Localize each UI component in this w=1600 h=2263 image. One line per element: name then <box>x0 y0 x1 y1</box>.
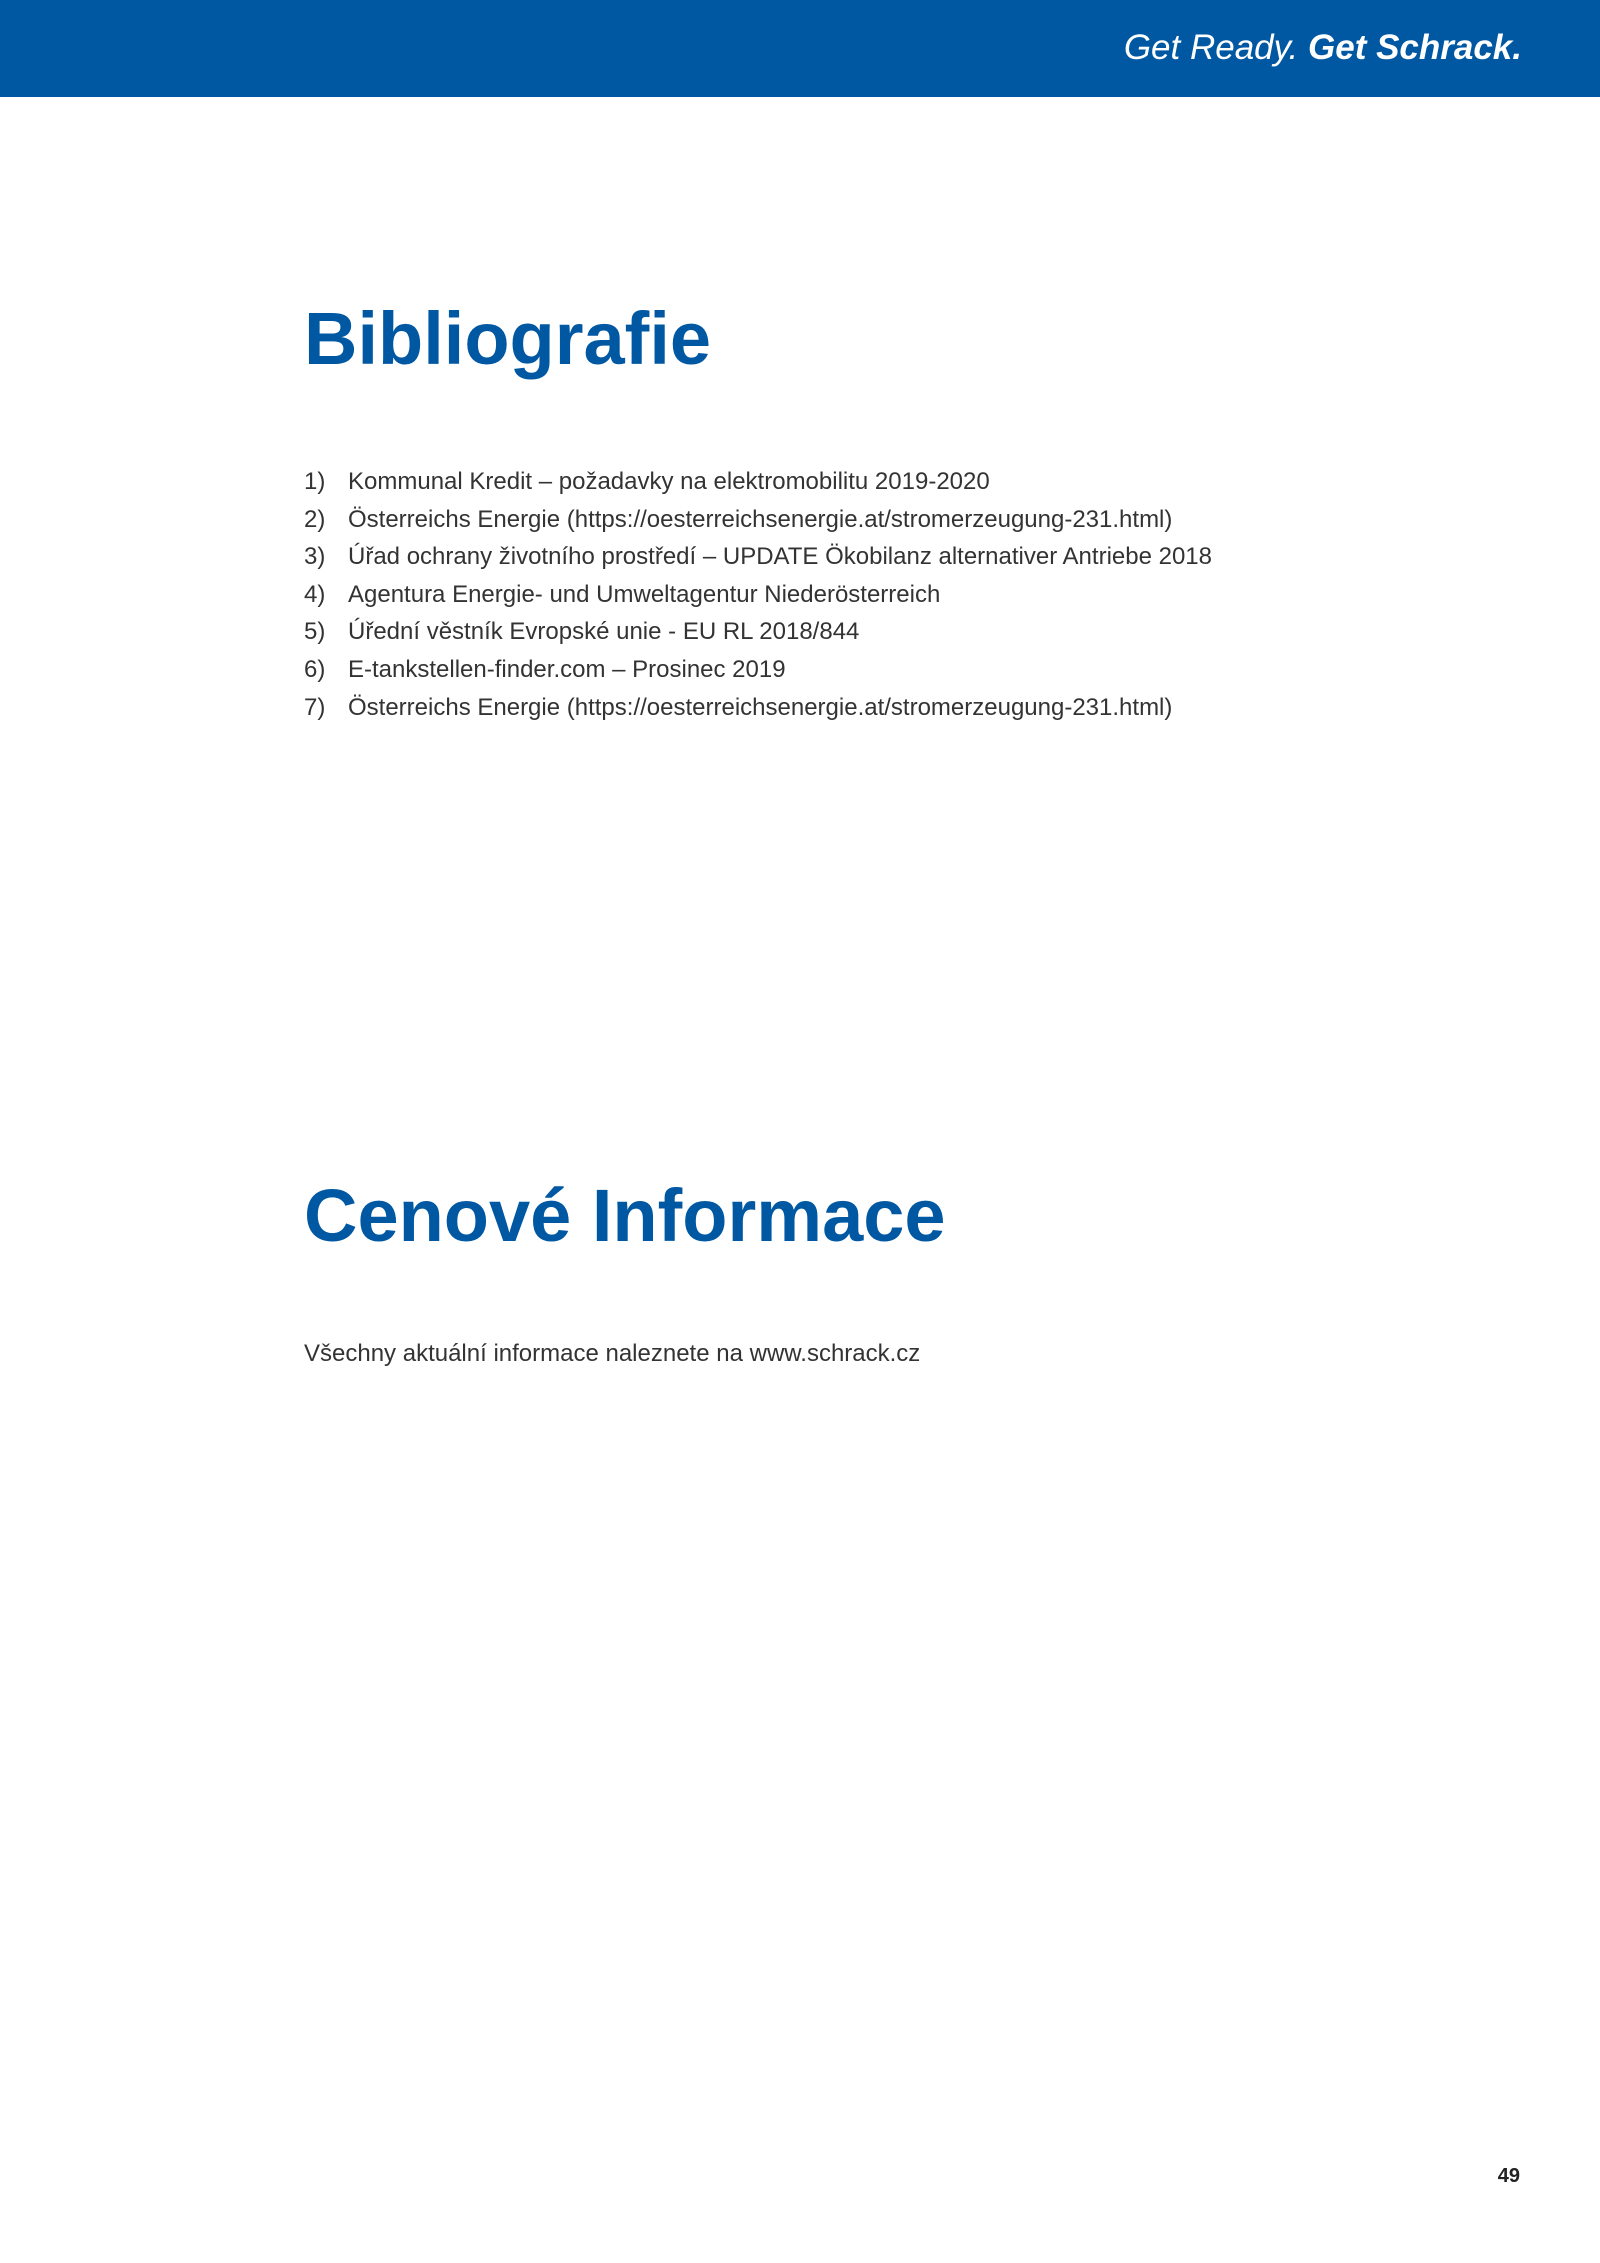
top-banner <box>0 0 1600 97</box>
bibliography-item <box>304 501 1212 539</box>
bibliography-item <box>304 651 1212 689</box>
bibliography-item <box>304 538 1212 576</box>
bibliography-item-text: Österreichs Energie (https://oesterreichsenergie.at/stromerzeugung-231.html) <box>348 693 1173 721</box>
bibliography-item <box>304 689 1212 727</box>
bibliography-list <box>304 463 1212 726</box>
bibliography-item-number: 4) <box>304 580 326 608</box>
bibliography-item-number: 7) <box>304 693 326 721</box>
bibliography-item-text: Agentura Energie- und Umweltagentur Niederösterreich <box>348 580 941 608</box>
bibliography-title: Bibliografie <box>304 297 712 380</box>
bibliography-item-text: Úřední věstník Evropské unie - EU RL 2018/844 <box>348 618 860 646</box>
bibliography-item-number: 6) <box>304 655 326 683</box>
bibliography-item <box>304 576 1212 614</box>
bibliography-item-text: Kommunal Kredit – požadavky na elektromobilitu 2019-2020 <box>348 468 990 495</box>
bibliography-item <box>304 463 1212 501</box>
bibliography-item-number: 3) <box>304 543 326 571</box>
bibliography-item-text: E-tankstellen-finder.com – Prosinec 2019 <box>348 655 786 683</box>
bibliography-item-text: Úřad ochrany životního prostředí – UPDATE Ökobilanz alternativer Antriebe 2018 <box>348 543 1212 571</box>
bibliography-item <box>304 613 1212 651</box>
tagline-light: Get Ready. <box>1123 28 1299 67</box>
pricing-title: Cenové Informace <box>304 1174 946 1257</box>
bibliography-item-number: 5) <box>304 618 326 646</box>
bibliography-item-text: Österreichs Energie (https://oesterreichsenergie.at/stromerzeugung-231.html) <box>348 505 1173 533</box>
tagline-bold: Get Schrack. <box>1308 28 1522 67</box>
bibliography-item-number: 2) <box>304 505 326 533</box>
brand-tagline <box>1124 26 1522 70</box>
pricing-text: Všechny aktuální informace naleznete na www.schrack.cz <box>304 1340 921 1367</box>
bibliography-item-number: 1) <box>304 468 326 495</box>
page-number: 49 <box>1497 2165 1520 2187</box>
